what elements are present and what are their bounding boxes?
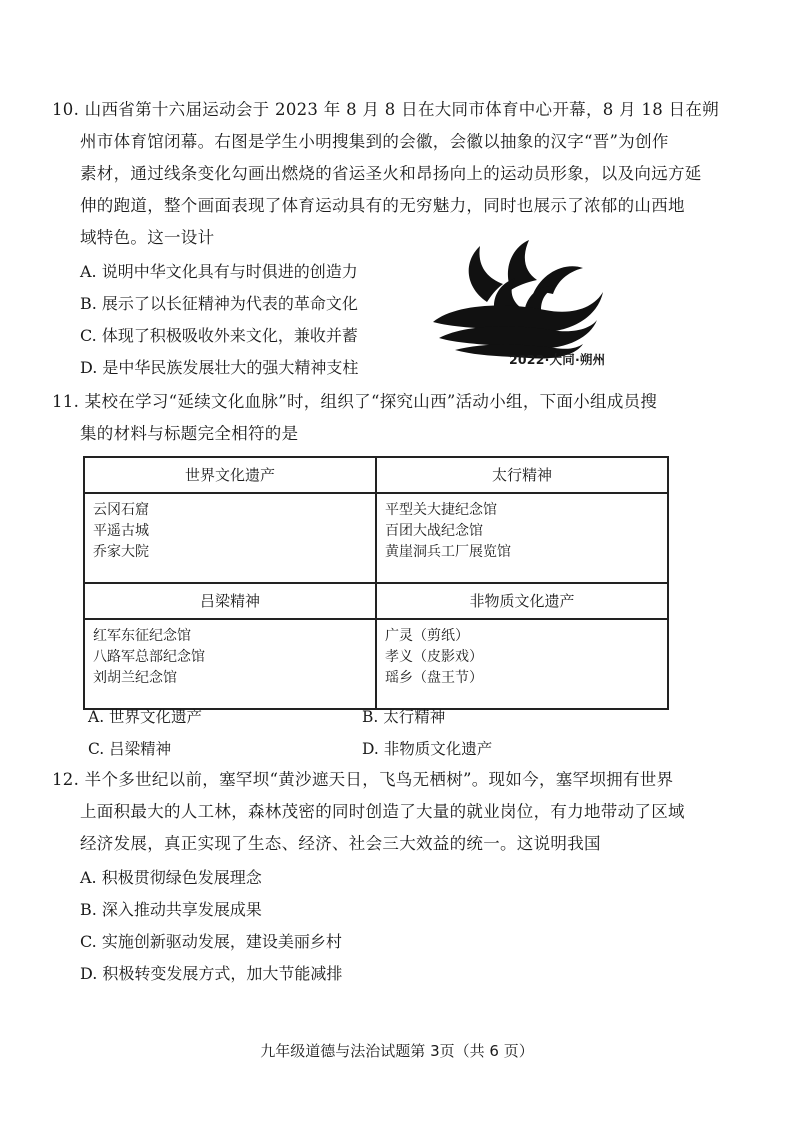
emblem-caption: 2022·大同·朔州	[509, 352, 606, 367]
table-item: 红军东征纪念馆	[93, 628, 191, 644]
table-item: 瑶乡（盘王节）	[385, 670, 483, 686]
table-cell-world-heritage	[84, 493, 376, 583]
materials-table	[83, 456, 669, 710]
q11-option-d[interactable]: D. 非物质文化遗产	[362, 740, 493, 758]
q11-line-2: 集的材料与标题完全相符的是	[80, 424, 299, 443]
q10-option-d[interactable]: D. 是中华民族发展壮大的强大精神支柱	[80, 358, 359, 377]
table-header-world-heritage: 世界文化遗产	[84, 457, 376, 493]
q10-option-c[interactable]: C. 体现了积极吸收外来文化，兼收并蓄	[80, 326, 358, 345]
table-item: 乔家大院	[93, 544, 149, 560]
q11-line-1: 11. 某校在学习“延续文化血脉”时，组织了“探究山西”活动小组，下面小组成员搜	[52, 392, 658, 411]
q12-line-3: 经济发展，真正实现了生态、经济、社会三大效益的统一。这说明我国	[80, 834, 601, 853]
q10-line-1: 10. 山西省第十六届运动会于 2023 年 8 月 8 日在大同市体育中心开幕，8 月 18 日在朔	[52, 100, 719, 119]
q10-option-a[interactable]: A. 说明中华文化具有与时俱进的创造力	[80, 262, 358, 281]
table-item: 平型关大捷纪念馆	[385, 502, 497, 518]
q12-option-d[interactable]: D. 积极转变发展方式，加大节能减排	[80, 964, 343, 983]
q11-option-a[interactable]: A. 世界文化遗产	[88, 708, 203, 726]
q10-line-5: 域特色。这一设计	[80, 228, 215, 247]
table-item: 八路军总部纪念馆	[93, 649, 205, 665]
table-item: 黄崖洞兵工厂展览馆	[385, 544, 511, 560]
table-item: 平遥古城	[93, 523, 149, 539]
table-header-taihang-spirit: 太行精神	[376, 457, 668, 493]
q12-option-b[interactable]: B. 深入推动共享发展成果	[80, 900, 262, 919]
table-cell-intangible-heritage	[376, 619, 668, 709]
q12-line-1: 12. 半个多世纪以前，塞罕坝“黄沙遮天日，飞鸟无栖树”。现如今，塞罕坝拥有世界	[52, 770, 674, 789]
table-header-lvliang-spirit: 吕梁精神	[84, 583, 376, 619]
table-item: 云冈石窟	[93, 502, 149, 518]
table-item: 孝义（皮影戏）	[385, 649, 483, 665]
games-emblem	[425, 232, 610, 372]
q12-option-a[interactable]: A. 积极贯彻绿色发展理念	[80, 868, 262, 887]
table-item: 广灵（剪纸）	[385, 628, 469, 644]
q11-option-b[interactable]: B. 太行精神	[362, 708, 446, 726]
table-item: 刘胡兰纪念馆	[93, 670, 177, 686]
q12-option-c[interactable]: C. 实施创新驱动发展，建设美丽乡村	[80, 932, 342, 951]
q12-line-2: 上面积最大的人工林，森林茂密的同时创造了大量的就业岗位，有力地带动了区域	[80, 802, 685, 821]
page-footer: 九年级道德与法治试题第 3页（共 6 页）	[260, 1042, 534, 1060]
q11-option-c[interactable]: C. 吕梁精神	[88, 740, 172, 758]
q10-option-b[interactable]: B. 展示了以长征精神为代表的革命文化	[80, 294, 358, 313]
q10-line-3: 素材，通过线条变化勾画出燃烧的省运圣火和昂扬向上的运动员形象，以及向远方延	[80, 164, 702, 183]
table-cell-taihang-spirit	[376, 493, 668, 583]
q10-line-2: 州市体育馆闭幕。右图是学生小明搜集到的会徽，会徽以抽象的汉字“晋”为创作	[80, 132, 669, 151]
table-cell-lvliang-spirit	[84, 619, 376, 709]
q10-line-4: 伸的跑道，整个画面表现了体育运动具有的无穷魅力，同时也展示了浓郁的山西地	[80, 196, 685, 215]
table-header-intangible-heritage: 非物质文化遗产	[376, 583, 668, 619]
table-item: 百团大战纪念馆	[385, 523, 483, 539]
